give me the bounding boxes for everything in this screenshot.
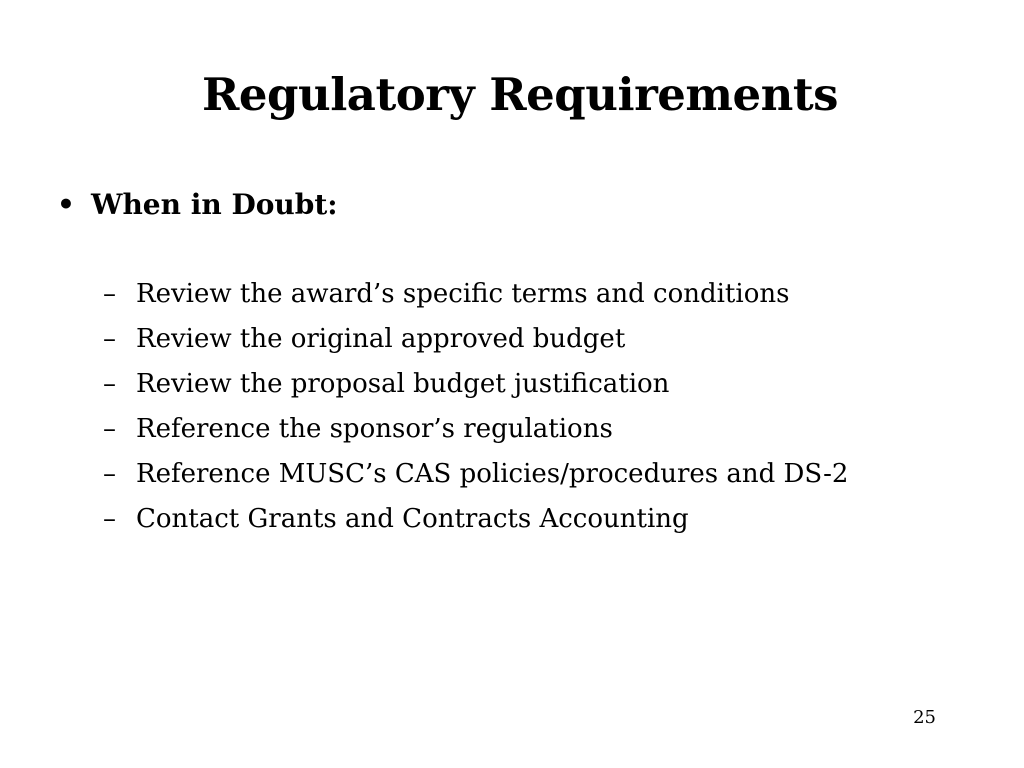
list-item — [103, 277, 848, 322]
dash-marker: – — [103, 504, 116, 534]
list-item-text: Review the award’s specific terms and conditions — [136, 279, 790, 309]
slide-title: Regulatory Requirements — [201, 68, 838, 121]
list-item — [103, 322, 848, 367]
list-item-text: Review the proposal budget justification — [136, 369, 670, 399]
main-bullet-text: When in Doubt: — [91, 188, 338, 221]
list-item-text: Contact Grants and Contracts Accounting — [136, 504, 689, 534]
dash-marker: – — [103, 324, 116, 354]
dash-marker: – — [103, 414, 116, 444]
main-bullet — [57, 188, 338, 221]
sub-bullet-list — [103, 277, 848, 547]
page-number: 25 — [913, 707, 936, 728]
dash-marker: – — [103, 279, 116, 309]
dash-marker: – — [103, 459, 116, 489]
dash-marker: – — [103, 369, 116, 399]
list-item-text: Reference the sponsor’s regulations — [136, 414, 613, 444]
list-item — [103, 457, 848, 502]
list-item-text: Review the original approved budget — [136, 324, 626, 354]
list-item — [103, 502, 848, 547]
list-item — [103, 367, 848, 412]
bullet-marker: • — [57, 188, 75, 221]
list-item-text: Reference MUSC’s CAS policies/procedures and DS-2 — [136, 459, 849, 489]
list-item — [103, 412, 848, 457]
